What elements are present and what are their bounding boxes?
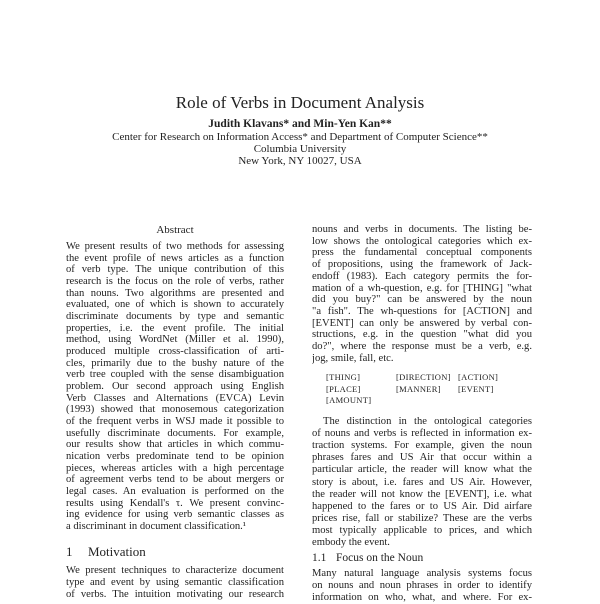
text-line: prices rise, fall or stabilize? These are the verbs — [312, 512, 532, 524]
text-line: usefully discriminate documents. For example, — [66, 427, 284, 439]
category-label: [ACTION] — [458, 372, 499, 382]
category-label: [EVENT] — [458, 383, 494, 394]
text-line: Verb Classes and Alternations (EVCA) Levin — [66, 392, 284, 404]
text-line: verb tree coupled with the sense disambiguation — [66, 369, 284, 381]
text-line: We present results of two methods for assessing — [66, 241, 284, 252]
text-line: properties, i.e. the event profile. The initial — [66, 322, 284, 334]
text-line: (1993) showed that monosemous categorization — [66, 404, 284, 416]
section-heading-motivation — [66, 544, 146, 560]
category-label: [THING] — [326, 372, 361, 382]
text-line: Many natural language analysis systems focus — [312, 568, 532, 579]
text-line: phrases fares and US Air that occur within a — [312, 452, 532, 464]
text-line: mation of a wh-question, e.g. for [THING] "what — [312, 282, 532, 294]
text-line: our results show that articles in which commu- — [66, 439, 284, 451]
text-line: low shows the ontological categories which ex- — [312, 235, 532, 247]
text-line: the event profile of news articles as a function — [66, 252, 284, 264]
text-line: problem. Our second approach using English — [66, 381, 284, 393]
text-line: results using Kendall's τ. We present convinc- — [66, 497, 284, 509]
text-line: cles, primarily due to the bushy nature of the — [66, 357, 284, 369]
paper-title: Role of Verbs in Document Analysis — [175, 93, 425, 112]
category-label: [PLACE] — [326, 383, 361, 394]
text-line: of agreement verbs tend to be about mergers or — [66, 474, 284, 486]
text-line: do?", where the response must be a verb, e.g. — [312, 341, 532, 352]
subsection-number: 1.1 — [312, 552, 327, 564]
text-line: [EVENT] can only be answered by verbal con- — [312, 317, 532, 329]
text-line: embody the event. — [312, 537, 390, 548]
text-line: the reader will not know the [EVENT], i.e. what — [312, 488, 532, 500]
abstract-heading: Abstract — [156, 224, 194, 236]
text-line: pieces, whereas articles with a high percentage — [66, 462, 284, 474]
text-line: information on who, what, and where. For ex- — [312, 592, 532, 603]
author-affiliation: Center for Research on Information Access* and Department of Computer Science** — [112, 131, 488, 143]
text-line: legal cases. An evaluation is performed on the — [66, 486, 284, 498]
text-line: evaluated, one of which is shown to accurately — [66, 299, 284, 311]
subsection-title: Focus on the Noun — [336, 552, 424, 564]
text-line: of propositions, using the framework of Jack- — [312, 259, 532, 271]
paper-authors: Judith Klavans* and Min-Yen Kan** — [208, 118, 392, 130]
category-label: [AMOUNT] — [326, 395, 372, 405]
text-line: discriminate documents by type and semantic — [66, 311, 284, 323]
text-line: of nouns and verbs is reflected in information ex- — [312, 428, 532, 440]
subsection-heading-focus-noun — [312, 552, 423, 564]
section-number: 1 — [66, 544, 73, 559]
text-line: most typically applicable to prices, and which — [312, 524, 532, 536]
text-line: ing evidence for using verb semantic classes as — [66, 509, 284, 521]
text-line: traction systems. For example, given the noun — [312, 440, 532, 452]
text-line: endoff (1983). Each category permits the for- — [312, 270, 532, 282]
text-line: did you buy?" can be answered by the noun — [312, 294, 532, 306]
text-line: produced multiple cross-classification of arti- — [66, 346, 284, 358]
text-line: research is the focus on the role of verbs, rather — [66, 276, 284, 287]
category-label: [DIRECTION] — [396, 372, 451, 382]
author-university: Columbia University — [253, 143, 347, 155]
text-line: We present techniques to characterize document — [66, 565, 284, 576]
text-line: press the fundamental conceptual components — [312, 247, 532, 259]
text-line: a discriminant in document classification.¹ — [66, 521, 246, 533]
text-line: of verb type. The unique contribution of this — [66, 264, 284, 276]
text-line: jog, smile, fall, etc. — [312, 352, 394, 364]
text-line: story is about, i.e. fares and US Air. However, — [312, 476, 532, 488]
category-label: [MANNER] — [396, 383, 441, 394]
text-line: of the frequent verbs in WSJ made it possible to — [66, 416, 284, 428]
text-line: type and event by using semantic classification — [66, 577, 284, 588]
section-title: Motivation — [88, 544, 146, 559]
text-line: happened to the fares or to US Air. Did airfare — [312, 500, 532, 512]
text-line: particular article, the reader will know what the — [312, 464, 532, 476]
author-address: New York, NY 10027, USA — [238, 155, 362, 167]
text-line: than nouns. Two algorithms are presented and — [66, 287, 284, 299]
text-line: nouns and verbs in documents. The listing be- — [312, 224, 532, 235]
text-line: on nouns and noun phrases in order to identify — [312, 580, 532, 591]
text-line: The distinction in the ontological categories — [323, 416, 532, 427]
text-line: nication verbs predominate tend to be opinion — [66, 451, 284, 463]
text-line: "a fish". The wh-questions for [ACTION] and — [312, 305, 532, 317]
text-line: of verbs. The intuition motivating our research — [66, 589, 284, 600]
text-line: structions, e.g. in the question "what did you — [312, 329, 532, 341]
text-line: method, using WordNet (Miller et al. 1990), — [66, 334, 284, 346]
